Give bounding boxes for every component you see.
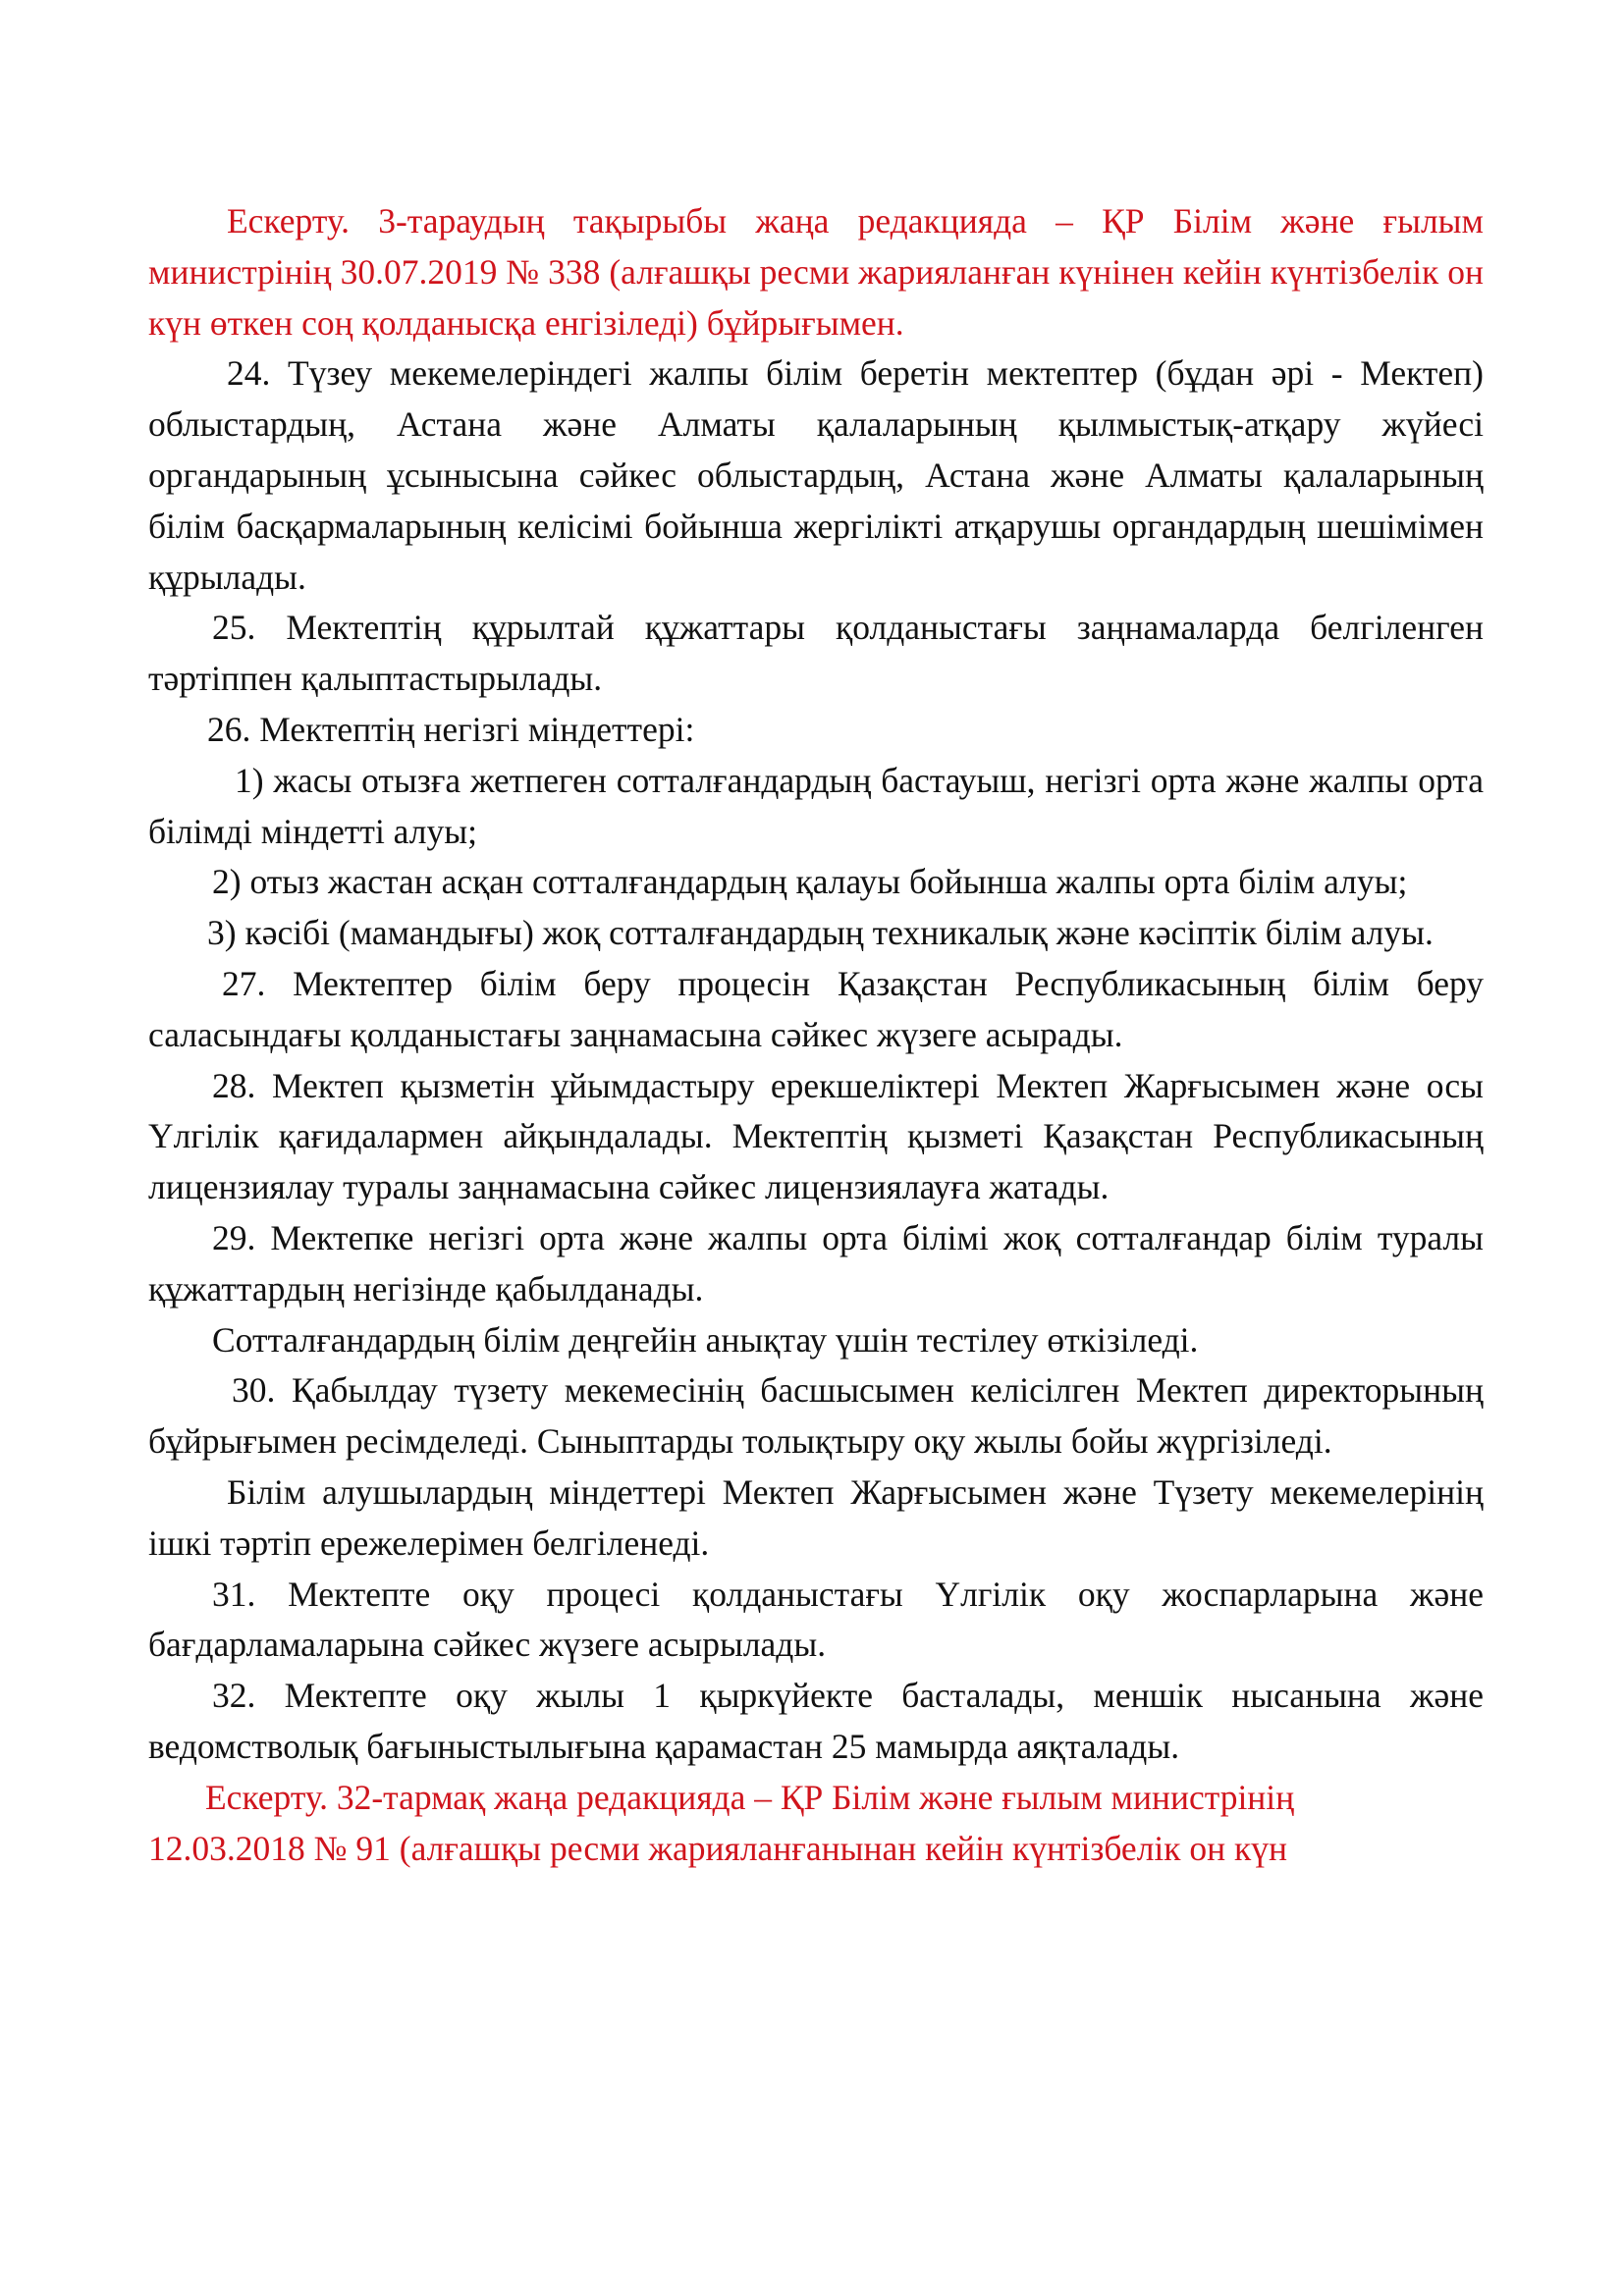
list-item-1: 1) жасы отызға жетпеген сотталғандардың бастауыш, негізгі орта және жалпы орта білімді міндетті алуы; (148, 760, 1484, 851)
list-item-2: 2) отыз жастан асқан сотталғандардың қалауы бойынша жалпы орта білім алуы; (212, 862, 1408, 902)
amendment-note-chapter-3: Ескерту. 3-тараудың тақырыбы жаңа редакцияда – ҚР Білім және ғылым министрінің 30.07.2019 № 338 (алғашқы ресми жарияланған күнінен кейін күнтізбелік он күн өткен соң қолданысқа енгізіледі) бұйрығымен. (148, 201, 1484, 343)
paragraph-30-duties: Білім алушылардың міндеттері Мектеп Жарғысымен және Түзету мекемелерінің ішкі тәртіп ережелерімен белгіленеді. (148, 1471, 1484, 1563)
amendment-note-item-32-line1: Ескерту. 32-тармақ жаңа редакцияда – ҚР Білім және ғылым министрінің (205, 1777, 1295, 1817)
paragraph-32: 32. Мектепте оқу жылы 1 қыркүйекте басталады, меншік нысанына және ведомстволық бағыныстылығына қарамастан 25 мамырда аяқталады. (148, 1676, 1484, 1766)
paragraph-25: 25. Мектептің құрылтай құжаттары қолданыстағы заңнамаларда белгіленген тәртіппен қалыптастырылады. (148, 608, 1484, 699)
paragraph-31: 31. Мектепте оқу процесі қолданыстағы Үлгілік оқу жоспарларына және бағдарламаларына сәйкес жүзеге асырылады. (148, 1574, 1484, 1665)
paragraph-26: 26. Мектептің негізгі міндеттері: (207, 709, 695, 749)
list-item-3: 3) кәсібі (мамандығы) жоқ сотталғандардың техникалық және кәсіптік білім алуы. (207, 913, 1434, 953)
paragraph-28: 28. Мектеп қызметін ұйымдастыру ерекшеліктері Мектеп Жарғысымен және осы Үлгілік қағидалармен айқындалады. Мектептің қызметі Қазақстан Республикасының лицензиялау туралы заңнамасына сәйкес лицензиялауға жатады. (148, 1065, 1484, 1207)
paragraph-24: 24. Түзеу мекемелеріндегі жалпы білім беретін мектептер (бұдан әрі - Мектеп) облыстардың, Астана және Алматы қалаларының қылмыстық-атқару жүйесі органдарының ұсынысына сәйкес облыстардың, Астана және Алматы қалаларының білім басқармаларының келісімі бойынша жергілікті атқарушы органдардың шешімімен құрылады. (148, 353, 1484, 597)
paragraph-29-testing: Сотталғандардың білім деңгейін анықтау үшін тестілеу өткізіледі. (212, 1319, 1199, 1360)
amendment-note-item-32-line2: 12.03.2018 № 91 (алғашқы ресми жарияланғанынан кейін күнтізбелік он күн (148, 1828, 1288, 1868)
document-page (148, 196, 1484, 1874)
paragraph-29: 29. Мектепке негізгі орта және жалпы орта білімі жоқ сотталғандар білім туралы құжаттардың негізінде қабылданады. (148, 1217, 1484, 1308)
paragraph-27: 27. Мектептер білім беру процесін Қазақстан Республикасының білім беру саласындағы қолданыстағы заңнамасына сәйкес жүзеге асырады. (148, 963, 1484, 1054)
paragraph-30: 30. Қабылдау түзету мекемесінің басшысымен келісілген Мектеп директорының бұйрығымен ресімделеді. Сыныптарды толықтыру оқу жылы бойы жүргізіледі. (148, 1370, 1484, 1462)
